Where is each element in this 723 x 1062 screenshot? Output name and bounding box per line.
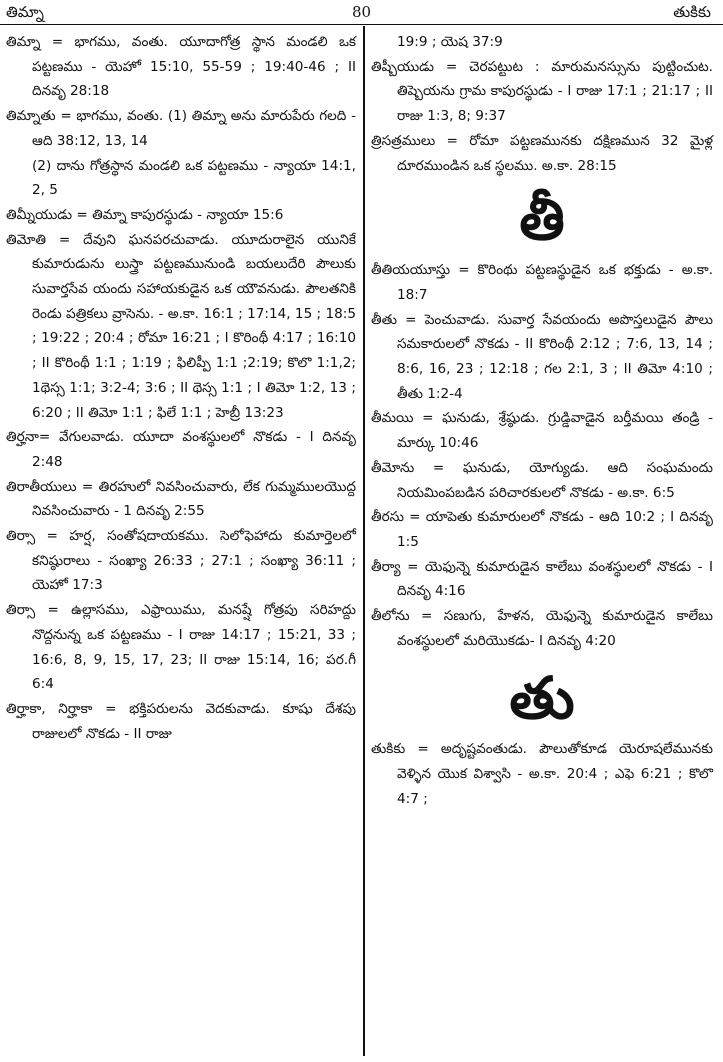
entry-trisatramulu: త్రిసత్రములు = రోమా పట్టణమునకు దక్షిణమున 32 మైళ్ల దూరముండిన ఒక స్థలము. అ.కా. 28:15 <box>371 132 713 174</box>
entry-continuation: 19:9 ; యెష 37:9 <box>397 34 503 50</box>
section-heading-ti: తీ <box>519 185 565 254</box>
entry-timniyudu: తిమ్నీయుడు = తిమ్నా కాపురస్థుడు - న్యాయా 15:6 <box>6 206 284 223</box>
entry-titiyayustu: తీతియయూస్తు = కొరింథు పట్టణస్థుడైన ఒక భక్తుడు - అ.కా. 18:7 <box>371 262 713 303</box>
entry-tirasu: తీరసు = యాపెతు కుమారులలో నొకడు - ఆది 10:2 ; I దినవృ 1:5 <box>371 509 713 550</box>
right-column <box>371 30 713 812</box>
header-right-word: తుకికు <box>673 3 711 21</box>
left-column <box>6 30 356 746</box>
entry-tirhaka: తిర్హాకా, నిర్హాకా = భక్తిపరులను వెదకువాడు. కూషు దేశపు రాజులలో నొకడు - II రాజు <box>6 700 356 742</box>
header-left-word: తిమ్నా <box>6 3 44 21</box>
entry-tilonu: తీలోను = సణుగు, హేళన, యెఫున్నె కుమారుడైన కాలేబు వంశస్థులలో మరియొకడు- I దినవృ 4:20 <box>371 608 713 649</box>
entry-tirhana: తిర్హనా= వేగులవాడు. యూదా వంశస్థులలో నొకడు - I దినవృ 2:48 <box>6 429 356 470</box>
entry-timna: తిమ్నా = భాగము, వంతు. యూదాగోత్ర స్థాన మండలి ఒక పట్టణము - యెహో 15:10, 55-59 ; 19:40-46 ; II దినవృ 28:18 <box>6 34 356 100</box>
entry-titu: తీతు = పెంచువాడు. సువార్త సేవయందు అపొస్తలుడైన పౌలు సమకారులలో నొకడు - II కొరింథీ 2:12 ; 7:6, 13, 14 ; 8:6, 16, 23 ; 12:18 ; గల 2:1, 3 ; II తిమో 4:10 ; తీతు 1:2-4 <box>371 311 713 402</box>
page-number: 80 <box>351 3 372 21</box>
entry-tishbiyudu: తిష్బీయుడు = చెరపట్టుట : మారుమనస్సును పుట్టించుట. తిష్బెయను గ్రామ కాపురస్థుడు - I రాజు 17:1 ; 21:17 ; II రాజు 1:3, 8; 9:37 <box>371 58 713 125</box>
entry-tirya: తీర్యా = యెఫున్నె కుమారుడైన కాలేబు వంశస్థులలో నొకడు - I దినవృ 4:16 <box>371 558 713 600</box>
entry-tirsa-1: తిర్సా = హర్ష, సంతోషదాయకము. సెలోఫెహాదు కుమార్తెలలో కనిష్ఠురాలు - సంఖ్యా 26:33 ; 27:1 ; సంఖ్యా 36:11 ; యెహో 17:3 <box>6 528 356 594</box>
entry-tiratiyulu: తిరాతీయులు = తిరహులో నివసించువారు, లేక గుమ్మములయొద్ద నివసించువారు - 1 దినవృ 2:55 <box>6 478 356 520</box>
entry-timothi: తిమోతి = దేవుని ఘనపరచువాడు. యూదురాలైన యునికే కుమారుడును లుస్త్రా పట్టణమునుండి బయలుదేరి పౌలుకు సువార్తసేవ యందు సహాయకుడైన ఒక యౌవనుడు. పౌలతనికి రెండు పత్రికలు వ్రాసెను. - అ.కా. 16:1 ; 17:14, 15 ; 18:5 ; 19:22 ; 20:4 ; రోమా 16:21 ; I కొరింథీ 4:17 ; 16:10 ; II కొరింథీ 1:1 ; 1:19 ; ఫిలిప్పీ 1:1 ;2:19; కొలొ 1:1,2; 1థెస్స 1:1; 3:2-4; 3:6 ; II థెస్స 1:1 ; I తిమో 1:2, 13 ; 6:20 ; II తిమో 1:1 ; ఫిలే 1:1 ; హెబ్రీ 13:23 <box>6 231 356 421</box>
entry-timayi: తీమయి = ఘనుడు, శ్రేష్ఠుడు. గ్రుడ్డివాడైన బర్తీమయి తండ్రి - మార్కు 10:46 <box>371 410 713 452</box>
section-heading-tu: తు <box>509 664 575 733</box>
entry-timnatu-part2: (2) దాను గోత్రస్థాన మండలి ఒక పట్టణము - న్యాయా 14:1, 2, 5 <box>32 157 356 199</box>
entry-tirsa-2: తిర్సా = ఉల్లాసము, ఎఫ్రాయిము, మనష్షే గోత్రపు సరిహద్దు నొద్దనున్న ఒక పట్టణము - I రాజు 14:17 ; 15:21, 33 ; 16:6, 8, 9, 15, 17, 23; II రాజు 15:14, 16; పర.గీ 6:4 <box>6 602 356 693</box>
page-header <box>0 0 723 25</box>
entry-timonu: తీమోను = ఘనుడు, యోగ్యుడు. ఆది సంఘమందు నియమింపబడిన పరిచారకులలో నొకడు - అ.కా. 6:5 <box>371 459 713 501</box>
column-divider <box>363 26 365 1056</box>
entry-tukiku: తుకికు = అదృష్టవంతుడు. పౌలుతోకూడ యెరూషలేమునకు వెళ్ళిన యొక విశ్వాసి - అ.కా. 20:4 ; ఎఫె 6:21 ; కొలొ 4:7 ; <box>371 741 713 807</box>
entry-timnatu: తిమ్నాతు = భాగము, వంతు. (1) తిమ్నా అను మారుపేరు గలది - ఆది 38:12, 13, 14 <box>6 108 356 149</box>
